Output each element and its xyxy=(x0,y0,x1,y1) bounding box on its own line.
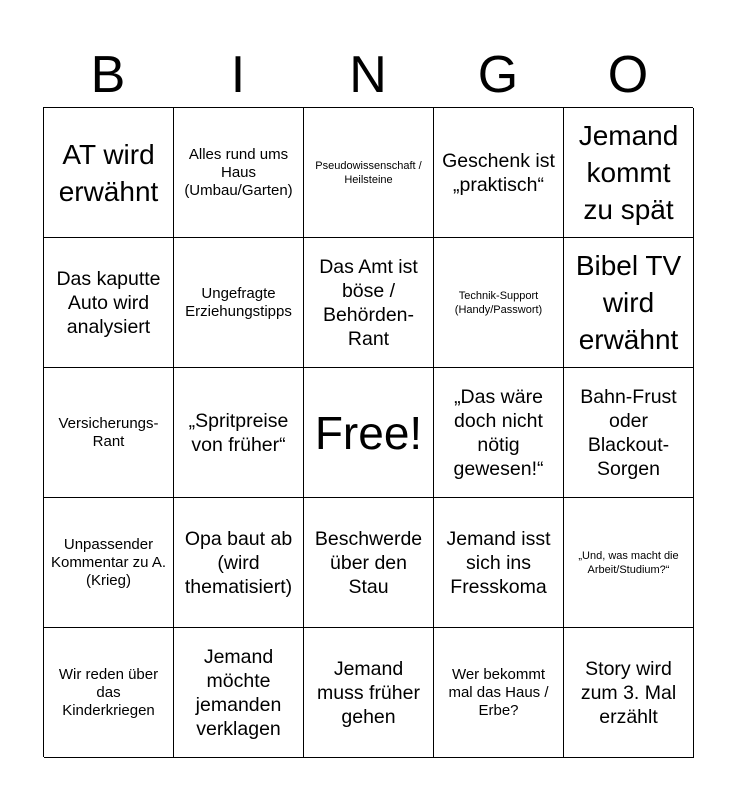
bingo-cell[interactable]: „Spritpreise von früher“ xyxy=(174,368,304,498)
bingo-cell[interactable]: Das Amt ist böse / Behörden-Rant xyxy=(304,238,434,368)
free-cell[interactable]: Free! xyxy=(304,368,434,498)
bingo-cell[interactable]: Das kaputte Auto wird analysiert xyxy=(44,238,174,368)
bingo-cell[interactable]: Technik-Support (Handy/Passwort) xyxy=(434,238,564,368)
header-letter-i: I xyxy=(230,46,246,104)
bingo-cell[interactable]: Beschwerde über den Stau xyxy=(304,498,434,628)
header-letter-o: O xyxy=(607,46,649,104)
header-letter-g: G xyxy=(477,46,519,104)
bingo-cell[interactable]: Unpassender Kommentar zu A. (Krieg) xyxy=(44,498,174,628)
bingo-cell[interactable]: Story wird zum 3. Mal erzählt xyxy=(564,628,694,758)
bingo-cell[interactable]: Geschenk ist „praktisch“ xyxy=(434,108,564,238)
header-letter-n: N xyxy=(349,46,387,104)
bingo-cell[interactable]: Versicherungs-Rant xyxy=(44,368,174,498)
bingo-cell[interactable]: Ungefragte Erziehungstipps xyxy=(174,238,304,368)
bingo-cell[interactable]: AT wird erwähnt xyxy=(44,108,174,238)
bingo-cell[interactable]: Opa baut ab (wird thematisiert) xyxy=(174,498,304,628)
bingo-header xyxy=(43,42,693,108)
header-letter-b: B xyxy=(90,46,126,104)
bingo-cell[interactable]: „Das wäre doch nicht nötig gewesen!“ xyxy=(434,368,564,498)
bingo-cell[interactable]: Wer bekommt mal das Haus / Erbe? xyxy=(434,628,564,758)
bingo-cell[interactable]: Alles rund ums Haus (Umbau/Garten) xyxy=(174,108,304,238)
bingo-cell[interactable]: Jemand kommt zu spät xyxy=(564,108,694,238)
bingo-cell[interactable]: Jemand möchte jemanden verklagen xyxy=(174,628,304,758)
bingo-cell[interactable]: „Und, was macht die Arbeit/Studium?“ xyxy=(564,498,694,628)
bingo-cell[interactable]: Jemand isst sich ins Fresskoma xyxy=(434,498,564,628)
bingo-cell[interactable]: Wir reden über das Kinderkriegen xyxy=(44,628,174,758)
bingo-cell[interactable]: Bibel TV wird erwähnt xyxy=(564,238,694,368)
bingo-cell[interactable]: Bahn-Frust oder Blackout-Sorgen xyxy=(564,368,694,498)
bingo-cell[interactable]: Jemand muss früher gehen xyxy=(304,628,434,758)
bingo-grid xyxy=(43,107,693,757)
bingo-cell[interactable]: Pseudowissenschaft / Heilsteine xyxy=(304,108,434,238)
